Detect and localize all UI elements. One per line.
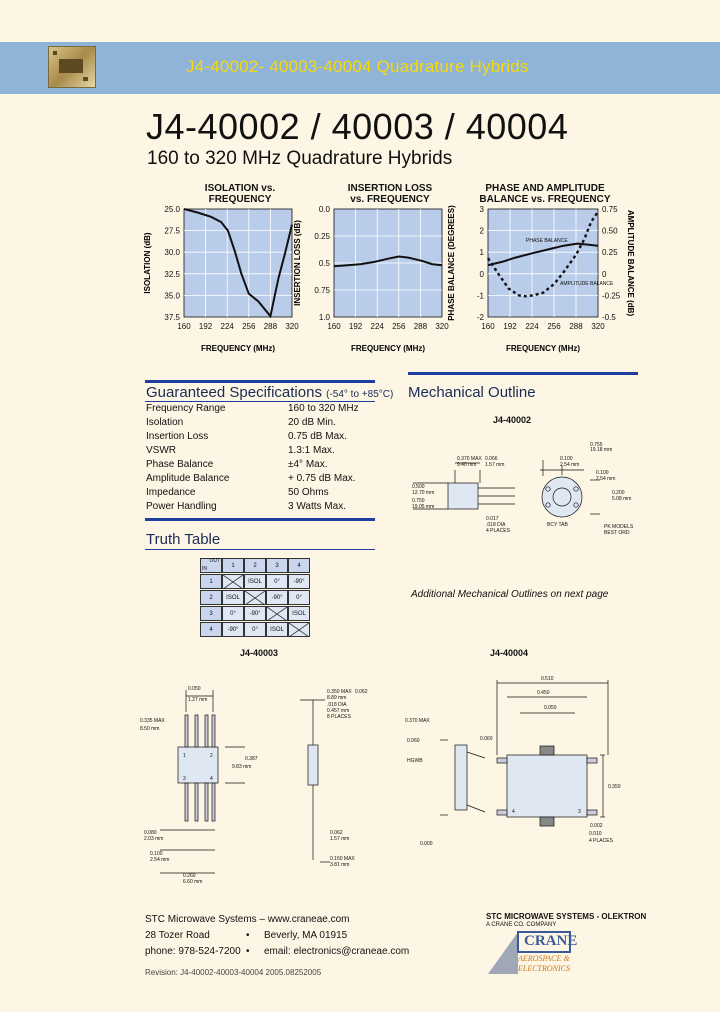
mechanical-note: Additional Mechanical Outlines on next page — [411, 589, 609, 600]
dim-40004-b: 0.450 — [537, 690, 550, 696]
y-tick-label: 1.0 — [318, 313, 330, 322]
footer-city: Beverly, MA 01915 — [264, 930, 348, 941]
dim-40003-v: 3.81 mm — [330, 862, 350, 868]
y-tick-label: 2 — [479, 226, 484, 236]
logo-text: CRANE — [524, 933, 578, 949]
pin-40004-3: 3 — [578, 809, 581, 815]
x-tick-label: 224 — [220, 322, 234, 331]
dim-40003-g: 0.080 — [144, 830, 157, 836]
truth-table-cell: -90° — [288, 574, 310, 589]
spec-value: 3 Watts Max. — [288, 501, 346, 512]
spec-label: Frequency Range — [146, 403, 226, 414]
spec-value: 0.75 dB Max. — [288, 431, 347, 442]
label-40002: J4-40002 — [493, 415, 532, 425]
dim-40002-i: 0.017 — [486, 516, 499, 522]
y-tick-label: 30.0 — [164, 248, 180, 258]
chart3-title: PHASE AND AMPLITUDE BALANCE vs. FREQUENCY — [479, 183, 611, 205]
dim-40003-b: 1.27 mm — [188, 697, 208, 703]
truth-table-col-header: 4 — [288, 558, 310, 573]
dim-40003-t: 1.57 mm — [330, 836, 350, 842]
x-axis-label: FREQUENCY (MHz) — [505, 344, 581, 353]
x-tick-label: 224 — [525, 322, 539, 331]
drawing-40004 — [440, 680, 608, 826]
y-tick-label-right: 0.50 — [602, 226, 618, 236]
drawing-40002-top — [540, 460, 600, 517]
dim-40004-c: 0.370 MAX — [405, 718, 430, 724]
y-axis-label: ISOLATION (dB) — [143, 232, 152, 294]
drawing-40003-side — [300, 700, 330, 862]
dim-40002-u: PK MODELS — [604, 524, 634, 530]
truth-table-cell: 0° — [266, 574, 288, 589]
spec-value: 50 Ohms — [288, 487, 329, 498]
y-tick-label: 37.5 — [164, 313, 180, 322]
dim-40004-l: 0.000 — [420, 841, 433, 847]
chart1-title: ISOLATION vs. FREQUENCY — [204, 183, 276, 205]
x-tick-label: 160 — [177, 322, 191, 331]
label-40003: J4-40003 — [240, 648, 279, 658]
dim-40002-h: 19.05 mm — [412, 504, 435, 510]
truth-table-cell: 0° — [244, 622, 266, 637]
y-tick-label-right: -0.25 — [602, 291, 621, 301]
dim-40004-f: 0.350 — [608, 784, 621, 790]
dim-40002-c: 0.066 — [485, 456, 498, 462]
footer-email: email: electronics@craneae.com — [264, 946, 410, 957]
dim-40002-o: 2.54 mm — [560, 462, 580, 468]
dim-40003-h: 2.03 mm — [144, 836, 164, 842]
x-tick-label: 256 — [242, 322, 256, 331]
dim-40003-i: 0.100 — [150, 851, 163, 857]
dim-40004-h: HGWB — [407, 758, 423, 764]
spec-label: Power Handling — [146, 501, 217, 512]
y-tick-label-right: -0.5 — [602, 313, 616, 322]
dim-40002-b: 9.40 mm — [457, 462, 477, 468]
crane-logo — [486, 930, 576, 976]
corner-out: OUT — [209, 558, 220, 564]
spec-value: 20 dB Min. — [288, 417, 336, 428]
truth-table-cell: ISOL — [244, 574, 266, 589]
dim-40003-k: 0.260 — [183, 873, 196, 879]
spec-value: 160 to 320 MHz — [288, 403, 359, 414]
dim-40004-e: 0.060 — [407, 738, 420, 744]
x-axis-label: FREQUENCY (MHz) — [350, 344, 426, 353]
spec-label: Insertion Loss — [146, 431, 209, 442]
mechanical-heading: Mechanical Outline — [408, 384, 536, 401]
footer-address: 28 Tozer Road — [145, 930, 210, 941]
dim-40002-k: 4 PLACES — [486, 528, 510, 534]
truth-table-row-header: 1 — [200, 574, 222, 589]
dim-40003-q: 0.457 mm — [327, 708, 350, 714]
dim-40002-q: 2.54 mm — [596, 476, 616, 482]
pin-2: 2 — [210, 753, 213, 759]
y-tick-label-right: 0.75 — [602, 205, 618, 214]
spec-value: + 0.75 dB Max. — [288, 473, 356, 484]
y-axis-label: INSERTION LOSS (dB) — [293, 220, 302, 306]
x-tick-label: 288 — [569, 322, 583, 331]
page-subtitle: 160 to 320 MHz Quadrature Hybrids — [147, 148, 453, 169]
y-tick-label: 0.25 — [314, 232, 330, 241]
spec-label: Impedance — [146, 487, 196, 498]
footer-company: STC Microwave Systems – www.craneae.com — [145, 914, 350, 925]
brand-line: STC MICROWAVE SYSTEMS - OLEKTRON — [486, 912, 647, 921]
spec-label: VSWR — [146, 445, 176, 456]
dim-40004-k: 4 PLACES — [589, 838, 613, 844]
drawing-40003-top — [160, 690, 245, 873]
y-tick-label: -1 — [476, 291, 484, 301]
y-tick-label: 0 — [479, 269, 484, 279]
dim-40003-a: 0.050 — [188, 686, 201, 692]
truth-table-cell: ISOL — [288, 606, 310, 621]
dim-40002-e: 0.500 — [412, 484, 425, 490]
y-tick-label: 25.0 — [164, 205, 180, 214]
dim-40003-o: 0.062 — [355, 689, 368, 695]
y-tick-label: 32.5 — [164, 269, 180, 279]
pin-40004-4: 4 — [512, 809, 515, 815]
dim-40002-n: 0.100 — [560, 456, 573, 462]
dim-40004-g: 0.060 — [480, 736, 493, 742]
x-tick-label: 320 — [591, 322, 605, 331]
truth-table-cell: -90° — [244, 606, 266, 621]
y-tick-label-right: 0.25 — [602, 248, 618, 258]
y-tick-label-right: 0 — [602, 269, 607, 279]
dim-40003-p: .018 DIA — [327, 702, 347, 708]
x-tick-label: 224 — [370, 322, 384, 331]
spec-label: Isolation — [146, 417, 184, 428]
dim-40002-m: 19.18 mm — [590, 447, 613, 453]
truth-table-col-header: 1 — [222, 558, 244, 573]
dim-40002-g: 0.750 — [412, 498, 425, 504]
spec-value: ±4° Max. — [288, 459, 328, 470]
logo-triangle-icon — [488, 932, 518, 974]
dim-40002-l: 0.755 — [590, 442, 603, 448]
dim-40004-d: 0.050 — [544, 705, 557, 711]
truth-table-cell: ISOL — [222, 590, 244, 605]
truth-table-col-header: 3 — [266, 558, 288, 573]
dim-40004-j: 0.010 — [589, 831, 602, 837]
chart2-title: INSERTION LOSS vs. FREQUENCY — [347, 183, 433, 205]
footer-phone: phone: 978-524-7200 — [145, 946, 241, 957]
pin-3: 3 — [183, 776, 186, 782]
x-tick-label: 192 — [198, 322, 213, 331]
annotation-phase: PHASE BALANCE — [526, 238, 568, 244]
dim-40003-s: 0.062 — [330, 830, 343, 836]
dim-40004-i: 0.002 — [590, 823, 603, 829]
dim-40003-u: 0.150 MAX — [330, 856, 355, 862]
y-tick-label: 35.0 — [164, 291, 180, 301]
pin-4: 4 — [210, 776, 213, 782]
y-tick-label: 0.5 — [318, 259, 330, 268]
x-tick-label: 320 — [285, 322, 299, 331]
spec-label: Amplitude Balance — [146, 473, 230, 484]
specs-heading: Guaranteed Specifications (-54° to +85°C) — [146, 384, 394, 401]
x-tick-label: 160 — [481, 322, 495, 331]
truth-table-heading: Truth Table — [146, 531, 221, 548]
annotation-amplitude: AMPLITUDE BALANCE — [560, 281, 614, 287]
y-tick-label: 3 — [479, 205, 484, 214]
y-tick-label: -2 — [476, 313, 484, 322]
truth-table-cell: -90° — [266, 590, 288, 605]
truth-table-row-header: 2 — [200, 590, 222, 605]
dim-40002-r: 0.200 — [612, 490, 625, 496]
truth-table-cell: ISOL — [266, 622, 288, 637]
dim-40002-v: BEST ORD — [604, 530, 630, 536]
dim-40002-s: 5.08 mm — [612, 496, 632, 502]
dim-40003-f: 9.83 mm — [232, 764, 252, 770]
dim-40003-j: 2.54 mm — [150, 857, 170, 863]
dim-40003-r: 8 PLACES — [327, 714, 351, 720]
corner-in: IN — [202, 566, 207, 572]
dim-40003-l: 6.60 mm — [183, 879, 203, 885]
brand-sub: A CRANE CO. COMPANY — [486, 922, 557, 928]
y-tick-label: 0.0 — [318, 205, 330, 214]
truth-table-cell: -90° — [222, 622, 244, 637]
dim-40002-p: 0.100 — [596, 470, 609, 476]
spec-label: Phase Balance — [146, 459, 214, 470]
footer-bullet-1: • — [246, 930, 250, 941]
x-tick-label: 256 — [547, 322, 561, 331]
dim-40002-f: 12.70 mm — [412, 490, 435, 496]
x-tick-label: 192 — [503, 322, 517, 331]
dim-40002-a: 0.370 MAX — [457, 456, 482, 462]
y-tick-label: 27.5 — [164, 226, 180, 236]
page-title: J4-40002 / 40003 / 40004 — [146, 106, 569, 147]
truth-table-col-header: 2 — [244, 558, 266, 573]
pin-1: 1 — [183, 753, 186, 759]
x-tick-label: 256 — [392, 322, 406, 331]
dim-40003-d: 8.50 mm — [140, 726, 160, 732]
x-tick-label: 288 — [413, 322, 428, 331]
dim-40003-n: 8.89 mm — [327, 695, 347, 701]
y-axis-label: PHASE BALANCE (DEGREES) — [447, 205, 456, 321]
logo-sub1: AEROSPACE & — [518, 954, 570, 963]
y-tick-label: 0.75 — [314, 286, 330, 295]
truth-table-cell: 0° — [222, 606, 244, 621]
dim-40002-j: .018 DIA — [486, 522, 506, 528]
dim-40002-d: 1.57 mm — [485, 462, 505, 468]
x-tick-label: 192 — [348, 322, 363, 331]
x-axis-label: FREQUENCY (MHz) — [200, 344, 276, 353]
spec-value: 1.3:1 Max. — [288, 445, 335, 456]
truth-table-row-header: 4 — [200, 622, 222, 637]
x-tick-label: 320 — [435, 322, 449, 331]
footer-bullet-2: • — [246, 946, 250, 957]
y-tick-label: 1 — [479, 248, 484, 258]
logo-sub2: ELECTRONICS — [518, 964, 571, 973]
truth-table-cell: 0° — [288, 590, 310, 605]
dim-40003-m: 0.350 MAX — [327, 689, 352, 695]
dim-40003-c: 0.335 MAX — [140, 718, 165, 724]
header-title: J4-40002- 40003-40004 Quadrature Hybrids — [186, 57, 529, 76]
y-axis-label-right: AMPLITUDE BALANCE (dB) — [626, 209, 635, 317]
x-tick-label: 288 — [263, 322, 278, 331]
footer-revision: Revision: J4-40002-40003-40004 2005.08252005 — [145, 968, 322, 977]
dim-40003-e: 0.387 — [245, 756, 258, 762]
truth-table-row-header: 3 — [200, 606, 222, 621]
dim-40002-t: BCY TAB — [547, 522, 568, 528]
x-tick-label: 160 — [327, 322, 341, 331]
dim-40004-a: 0.510 — [541, 676, 554, 682]
label-40004: J4-40004 — [490, 648, 529, 658]
drawing-40002-side — [413, 463, 515, 509]
